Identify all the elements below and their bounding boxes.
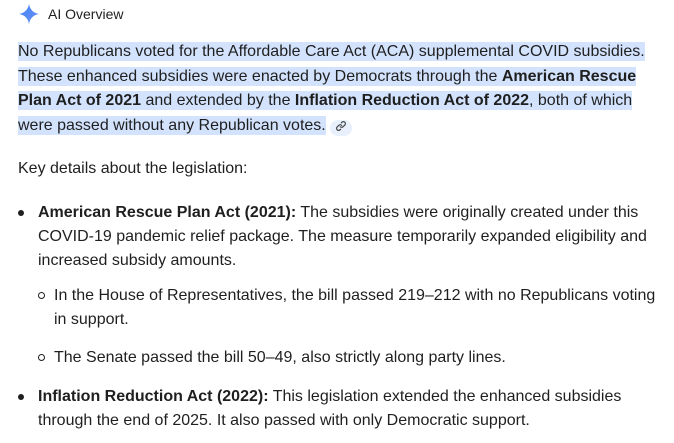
summary-text-1: No Republicans voted for the Affordable Care Act (ACA) supplemental COVID subsidies. These enhanced subsidies were enacted by Democrats through the (18, 43, 645, 85)
link-icon (335, 116, 347, 141)
sub-list (38, 284, 658, 370)
gemini-sparkle-icon (18, 3, 40, 25)
item-term: American Rescue Plan Act (2021): (38, 204, 297, 221)
item-term: Inflation Reduction Act (2022): (38, 388, 269, 405)
list-item (18, 201, 658, 370)
list-item (18, 385, 658, 433)
source-link-button[interactable] (330, 120, 352, 136)
summary-bold-ira: Inflation Reduction Act of 2022 (294, 92, 530, 109)
intro-text: Key details about the legislation: (18, 160, 248, 177)
sub-list-item: In the House of Representatives, the bill passed 219–212 with no Republicans voting in support. (38, 284, 658, 332)
highlighted-summary (18, 42, 645, 135)
sub-list-item: The Senate passed the bill 50–49, also strictly along party lines. (38, 346, 658, 370)
item-text: The subsidies were originally created under this COVID-19 pandemic relief package. The measure temporarily expanded eligibility and increased subsidy amounts. (38, 204, 647, 269)
ai-overview-title: AI Overview (48, 6, 124, 22)
item-text: This legislation extended the enhanced subsidies through the end of 2025. It also passed with only Democratic support. (38, 388, 622, 429)
overview-summary (18, 40, 658, 138)
details-list (18, 201, 658, 433)
summary-bold-arp: American Rescue Plan Act of 2021 (18, 67, 637, 109)
ai-overview-header (18, 3, 123, 25)
summary-text-2: and extended by the (141, 92, 295, 109)
summary-text-3: , both of which were passed without any Republican votes. (18, 92, 633, 134)
